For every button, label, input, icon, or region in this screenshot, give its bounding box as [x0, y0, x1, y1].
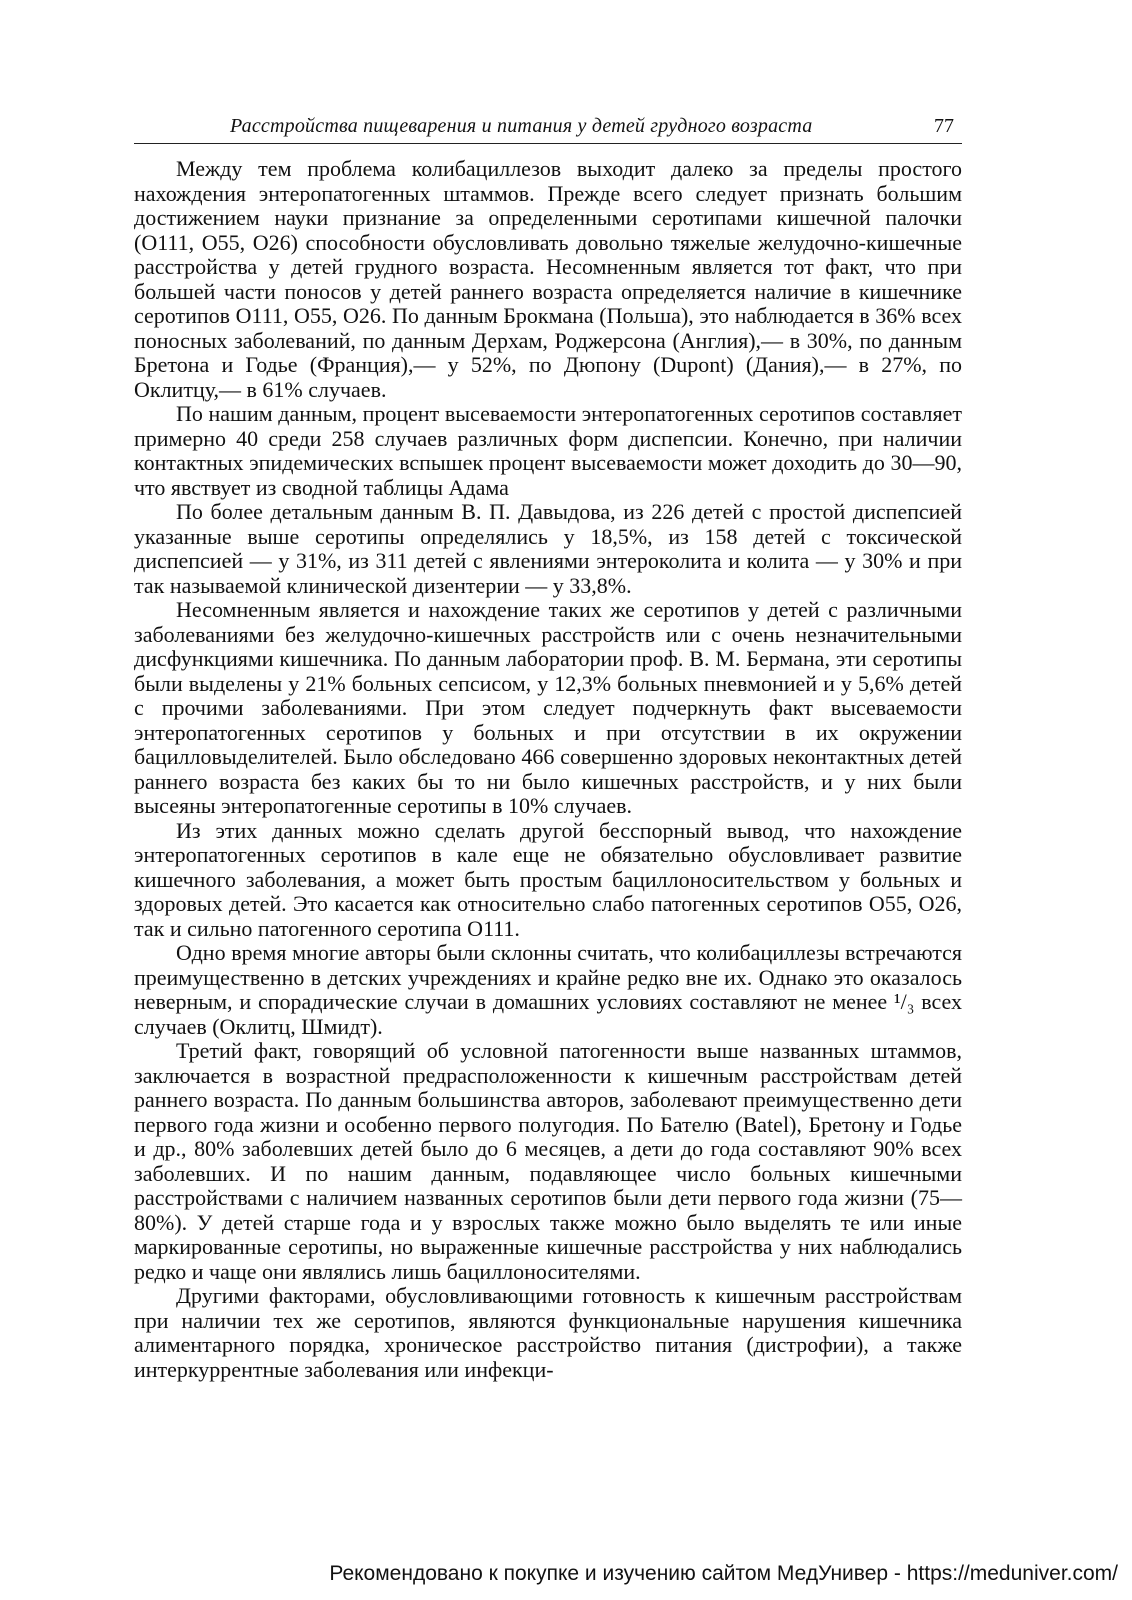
paragraph-5: Из этих данных можно сделать другой бесспорный вывод, что нахождение энтеропатогенных серотипов в кале еще не обязательно обусловливает развитие кишечного заболевания, а может быть простым бациллоносительством у больных и здоровых детей. Это касается как относительно слабо патогенных серотипов O55, O26, так и сильно патогенного серотипа O111. — [134, 817, 962, 941]
paragraph-6: Одно время многие авторы были склонны считать, что колибациллезы встречаются преимущественно в детских учреждениях и крайне редко вне их. Однако это оказалось неверным, и спорадические случаи в домашних условиях составляют не менее ¹/₃ всех случаев (Оклитц, Шмидт). — [134, 940, 962, 1039]
paragraph-7: Третий факт, говорящий об условной патогенности выше названных штаммов, заключается в возрастной предрасположенности к кишечным расстройствам детей раннего возраста. По данным большинства авторов, заболевают преимущественно дети первого года жизни и особенно первого полугодия. По Бателю (Batel), Бретону и Годье и др., 80% заболевших детей было до 6 месяцев, а дети до года составляют 90% всех заболевших. И по нашим данным, подавляющее число больных кишечными расстройствами с наличием названных серотипов были дети первого года жизни (75—80%). У детей старше года и у взрослых также можно было выделять те или иные маркированные серотипы, но выраженные кишечные расстройства у них наблюдались редко и чаще они являлись лишь бациллоносителями. — [134, 1038, 962, 1284]
running-header — [134, 113, 962, 144]
paragraph-8: Другими факторами, обусловливающими готовность к кишечным расстройствам при наличии тех же серотипов, являются функциональные нарушения кишечника алиментарного порядка, хроническое расстройство питания (дистрофии), а также интеркуррентные заболевания или инфекци- — [134, 1283, 962, 1382]
running-header-title: Расстройства пищеварения и питания у детей грудного возраста — [230, 115, 813, 137]
paragraph-1: Между тем проблема колибациллезов выходит далеко за пределы простого нахождения энтеропатогенных штаммов. Прежде всего следует признать большим достижением науки признание за определенными серотипами кишечной палочки (O111, O55, O26) способности обусловливать довольно тяжелые желудочно-кишечные расстройства у детей грудного возраста. Несомненным является тот факт, что при большей части поносов у детей раннего возраста определяется наличие в кишечнике серотипов O111, O55, O26. По данным Брокмана (Польша), это наблюдается в 36% всех поносных заболеваний, по данным Дерхам, Роджерсона (Англия),— в 30%, по данным Бретона и Годье (Франция),— у 52%, по Дюпону (Dupont) (Дания),— в 27%, по Оклитцу,— в 61% случаев. — [134, 156, 962, 402]
paragraph-3: По более детальным данным В. П. Давыдова, из 226 детей с простой диспепсией указанные выше серотипы определялись у 18,5%, из 158 детей с токсической диспепсией — у 31%, из 311 детей с явлениями энтероколита и колита — у 30% и при так называемой клинической дизентерии — у 33,8%. — [134, 499, 962, 598]
footer-recommendation: Рекомендовано к покупке и изучению сайтом МедУнивер - https://meduniver.com/ — [329, 1562, 1118, 1585]
paragraph-4: Несомненным является и нахождение таких же серотипов у детей с различными заболеваниями без желудочно-кишечных расстройств или с очень незначительными дисфункциями кишечника. По данным лаборатории проф. В. М. Бермана, эти серотипы были выделены у 21% больных сепсисом, у 12,3% больных пневмонией и у 5,6% детей с прочими заболеваниями. При этом следует подчеркнуть факт высеваемости энтеропатогенных серотипов у больных и при отсутствии в их окружении бацилловыделителей. Было обследовано 466 совершенно здоровых неконтактных детей раннего возраста без каких бы то ни было кишечных расстройств, и у них были высеяны энтеропатогенные серотипы в 10% случаев. — [134, 597, 962, 818]
page-number: 77 — [934, 115, 954, 137]
body-text — [134, 157, 962, 1382]
paragraph-2: По нашим данным, процент высеваемости энтеропатогенных серотипов составляет примерно 40 среди 258 случаев различных форм диспепсии. Конечно, при наличии контактных эпидемических вспышек процент высеваемости может доходить до 30—90, что явствует из сводной таблицы Адама — [134, 401, 962, 500]
